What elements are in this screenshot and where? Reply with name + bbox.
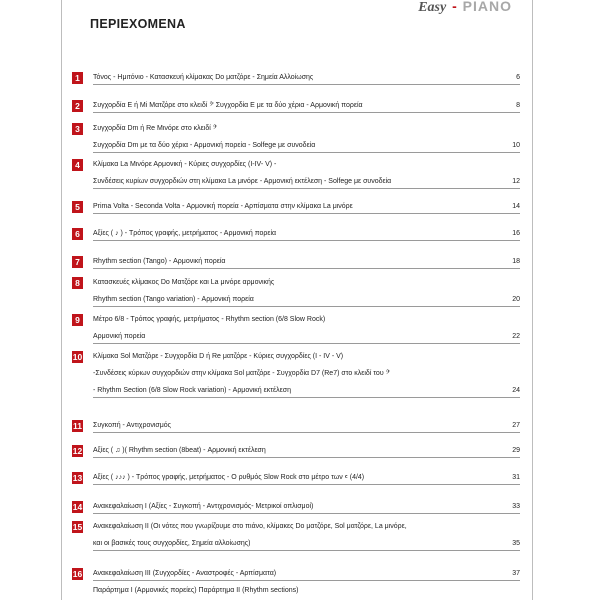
toc-line [93,568,520,581]
toc-line-text: Αξίες ( ♪ ) - Τρόπος γραφής, μετρήματος - Αρμονική πορεία [93,230,277,237]
toc-page-number[interactable]: 37 [510,568,520,580]
toc-line-text: Συγκοπή - Αντιχρονισμός [93,422,172,429]
toc-line-text: Αξίες ( ♫ )( Rhythm section (8beat) - Αρμονική εκτέλεση [93,447,266,454]
toc-line-text: Rhythm section (Tango variation) - Αρμονική πορεία [93,296,254,303]
toc-page-number[interactable]: 12 [510,176,520,188]
toc-line [93,72,520,85]
toc-line [93,351,520,363]
toc-page-number[interactable]: 14 [510,201,520,213]
toc-page-number[interactable]: 31 [510,472,520,484]
chapter-number-badge: 7 [72,256,83,268]
toc-line [93,368,520,380]
chapter-number-badge: 4 [72,159,83,171]
toc-line-text: Αξίες ( ♪♪♪ ) - Τρόπος γραφής, μετρήματος - Ο ρυθμός Slow Rock στο μέτρο των 𝄴 (4/4) [93,474,365,481]
toc-page-number[interactable]: 10 [510,140,520,152]
toc-line [93,331,520,344]
toc-line-text: - Rhythm Section (6/8 Slow Rock variation) - Αρμονική εκτέλεση [93,387,291,394]
toc-line-text: Συγχορδία Dm με τα δύο χέρια - Αρμονική πορεία - Solfege με συνοδεία [93,142,316,149]
brand-dash: - [452,0,457,14]
toc-line [93,201,520,214]
chapter-number-badge: 5 [72,201,83,213]
chapter-number-badge: 8 [72,277,83,289]
toc-page-number[interactable]: 29 [510,445,520,457]
toc-line [93,472,520,485]
toc-line-text: Συγχορδία E ή Mi Ματζόρε στο κλειδί 𝄢 Συγχορδία E με τα δύο χέρια - Αρμονική πορεία [93,102,363,109]
toc-line [93,521,520,533]
brand-logo [418,0,512,16]
toc-line-text: Prima Volta - Seconda Volta - Αρμονική πορεία - Αρπίσματα στην κλίμακα La μινόρε [93,203,353,210]
toc-line-text: Κλίμακα La Μινόρε Αρμονική - Κύριες συγχορδίες (I-IV- V) - [93,161,277,168]
toc-line [93,176,520,189]
toc-line-text: Rhythm section (Tango) - Αρμονική πορεία [93,258,226,265]
toc-line-text: Ανακεφαλαίωση III (Συγχορδίες - Αναστροφές - Αρπίσματα) [93,570,277,577]
toc-line-text: -Συνδέσεις κύριων συγχορδιών στην κλίμακα Sol ματζόρε - Συγχορδία D7 (Re7) στο κλειδί του 𝄢 [93,370,391,377]
toc-line [93,314,520,326]
toc-line [93,445,520,458]
toc-line-text: Ανακεφαλαίωση I (Αξίες - Συγκοπή - Αντιχρονισμός- Μετρικοί οπλισμοί) [93,503,314,510]
toc-page-number[interactable]: 24 [510,385,520,397]
toc-line [93,100,520,113]
toc-page-number[interactable]: 16 [510,228,520,240]
toc-line [93,585,520,597]
toc-page-number[interactable]: 33 [510,501,520,513]
chapter-number-badge: 15 [72,522,83,532]
chapter-number-badge: 16 [72,569,83,579]
toc-line-text: Αρμονική πορεία [93,333,146,340]
chapter-number-badge: 13 [72,473,83,483]
brand-easy: Easy [418,0,447,15]
toc-line-text: Μέτρο 6/8 - Τρόπος γραφής, μετρήματος - Rhythm section (6/8 Slow Rock) [93,316,326,323]
toc-page-number[interactable]: 6 [514,72,520,84]
toc-line-text: Συγχορδία Dm ή Re Μινόρε στο κλειδί 𝄢 [93,125,218,132]
toc-line-text: Κατασκευές κλίμακος Do Ματζόρε και La μινόρε αρμονικής [93,279,275,286]
toc-line-text: Κλίμακα Sol Ματζόρε - Συγχορδία D ή Re ματζόρε - Κύριες συγχορδίες (I - IV - V) [93,353,344,360]
toc-line [93,501,520,514]
toc-line [93,538,520,551]
toc-line-text: Τόνος - Ημιτόνιο - Κατασκευή κλίμακας Do ματζόρε - Σημεία Αλλοίωσης [93,74,314,81]
toc-page-number[interactable]: 20 [510,294,520,306]
toc-line-text: Συνδέσεις κυρίων συγχορδιών στη κλίμακα La μινόρε - Αρμονική εκτέλεση - Solfege με συνοδεία [93,178,392,185]
toc-page-number[interactable]: 18 [510,256,520,268]
toc-page-number[interactable]: 35 [510,538,520,550]
toc-line [93,420,520,433]
chapter-number-badge: 10 [72,352,83,362]
chapter-number-badge: 14 [72,502,83,512]
toc-line [93,277,520,289]
toc-line-text: Ανακεφαλαίωση II (Οι νότες που γνωρίζουμε στο πιάνο, κλίμακες Do ματζόρε, Sol ματζόρε, La μινόρε, [93,523,407,530]
chapter-number-badge: 1 [72,72,83,84]
toc-line-text: Παράρτημα I (Αρμονικές πορείες) Παράρτημα II (Rhythm sections) [93,587,299,594]
toc-page-number[interactable]: 8 [514,100,520,112]
toc-line [93,228,520,241]
brand-piano: PIANO [462,0,512,14]
toc-line [93,294,520,307]
chapter-number-badge: 2 [72,100,83,112]
toc-line-text: και οι βασικές τους συγχορδίες, Σημεία αλλοίωσης) [93,540,251,547]
page-title: ΠΕΡΙΕΧΟΜΕΝΑ [90,17,186,31]
toc-line [93,140,520,153]
chapter-number-badge: 6 [72,228,83,240]
chapter-number-badge: 9 [72,314,83,326]
toc-line [93,159,520,171]
toc-line [93,123,520,135]
toc-page-number[interactable]: 22 [510,331,520,343]
toc-page-number[interactable]: 27 [510,420,520,432]
chapter-number-badge: 12 [72,446,83,456]
chapter-number-badge: 11 [73,421,82,431]
toc-line [93,385,520,398]
chapter-number-badge: 3 [72,123,83,135]
toc-line [93,256,520,269]
